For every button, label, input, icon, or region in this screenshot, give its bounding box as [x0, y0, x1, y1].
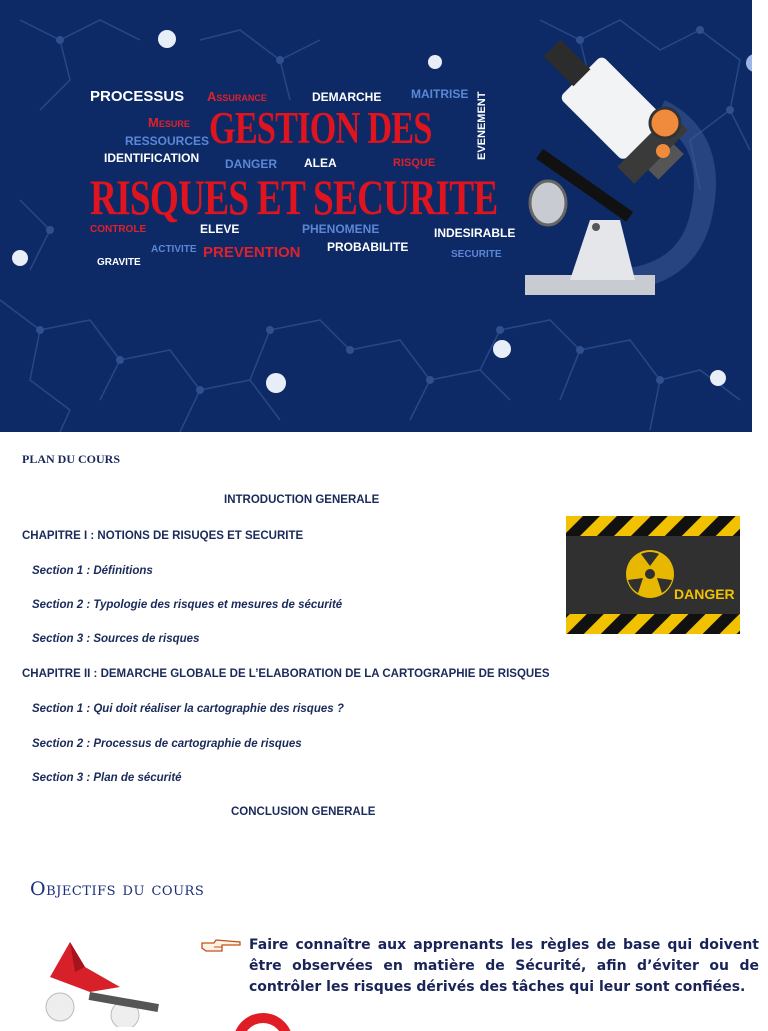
- title-line-1: GESTION DES: [209, 103, 432, 153]
- objectives-title: Objectifs du cours: [30, 878, 205, 900]
- word-indesirable: INDESIRABLE: [434, 226, 516, 240]
- objective-item-1: Faire connaître aux apprenants les règles de base qui doivent être observées en matière de Sécurité, afin d’éviter ou de contrôler les risques dérivés des tâches qui leur sont confiées.: [249, 937, 759, 995]
- ch2-section-3: Section 3 : Plan de sécurité: [32, 772, 182, 784]
- bubble-dot: [158, 30, 176, 48]
- danger-sign-image: [566, 516, 740, 634]
- word-evenement: EVENEMENT: [476, 91, 488, 160]
- target-figure-illustration: [30, 937, 170, 1027]
- word-maitrise: MAITRISE: [411, 87, 469, 101]
- word-prevention: PREVENTION: [203, 244, 301, 261]
- radiation-icon: [626, 550, 674, 598]
- word-activite: ACTIVITE: [151, 244, 197, 255]
- microscope-icon: [510, 20, 752, 310]
- ch1-section-3: Section 3 : Sources de risques: [32, 633, 200, 645]
- word-gravite: GRAVITE: [97, 257, 141, 268]
- introduction-heading: INTRODUCTION GENERALE: [224, 494, 380, 506]
- ch1-section-2: Section 2 : Typologie des risques et mesures de sécurité: [32, 599, 343, 611]
- bubble-dot: [266, 373, 286, 393]
- header-banner: [0, 0, 752, 432]
- plan-title: PLAN DU COURS: [22, 452, 121, 466]
- word-securite: SECURITE: [451, 249, 502, 260]
- word-alea: ALEA: [304, 156, 337, 170]
- ch2-section-2: Section 2 : Processus de cartographie de risques: [32, 738, 302, 750]
- target-icon: [228, 1011, 298, 1031]
- ch1-section-1: Section 1 : Définitions: [32, 565, 153, 577]
- chapter-2-heading: CHAPITRE II : DEMARCHE GLOBALE DE L’ELABORATION DE LA CARTOGRAPHIE DE RISQUES: [22, 668, 550, 680]
- word-assurance: Assurance: [207, 89, 267, 104]
- word-phenomene: PHENOMENE: [302, 222, 380, 236]
- word-ressources: RESSOURCES: [125, 134, 210, 148]
- chapter-1-heading: CHAPITRE I : NOTIONS DE RISUQES ET SECURITE: [22, 530, 304, 542]
- bubble-dot: [710, 370, 726, 386]
- pointing-hand-icon: [200, 938, 242, 954]
- bubble-dot: [428, 55, 442, 69]
- word-demarche: DEMARCHE: [312, 90, 382, 104]
- word-identification: IDENTIFICATION: [104, 151, 200, 165]
- word-controle: CONTROLE: [90, 224, 147, 235]
- word-eleve: ELEVE: [200, 222, 240, 236]
- ch2-section-1: Section 1 : Qui doit réaliser la cartographie des risques ?: [32, 703, 344, 715]
- word-danger: DANGER: [225, 157, 278, 171]
- word-mesure: Mesure: [148, 115, 190, 130]
- word-processus: PROCESSUS: [90, 88, 185, 105]
- bubble-dot: [12, 250, 28, 266]
- conclusion-heading: CONCLUSION GENERALE: [231, 806, 376, 818]
- word-risque: RISQUE: [393, 157, 436, 169]
- bubble-dot: [493, 340, 511, 358]
- title-line-2: RISQUES ET SECURITE: [90, 169, 498, 225]
- word-probabilite: PROBABILITE: [327, 240, 409, 254]
- danger-label: DANGER: [674, 586, 735, 602]
